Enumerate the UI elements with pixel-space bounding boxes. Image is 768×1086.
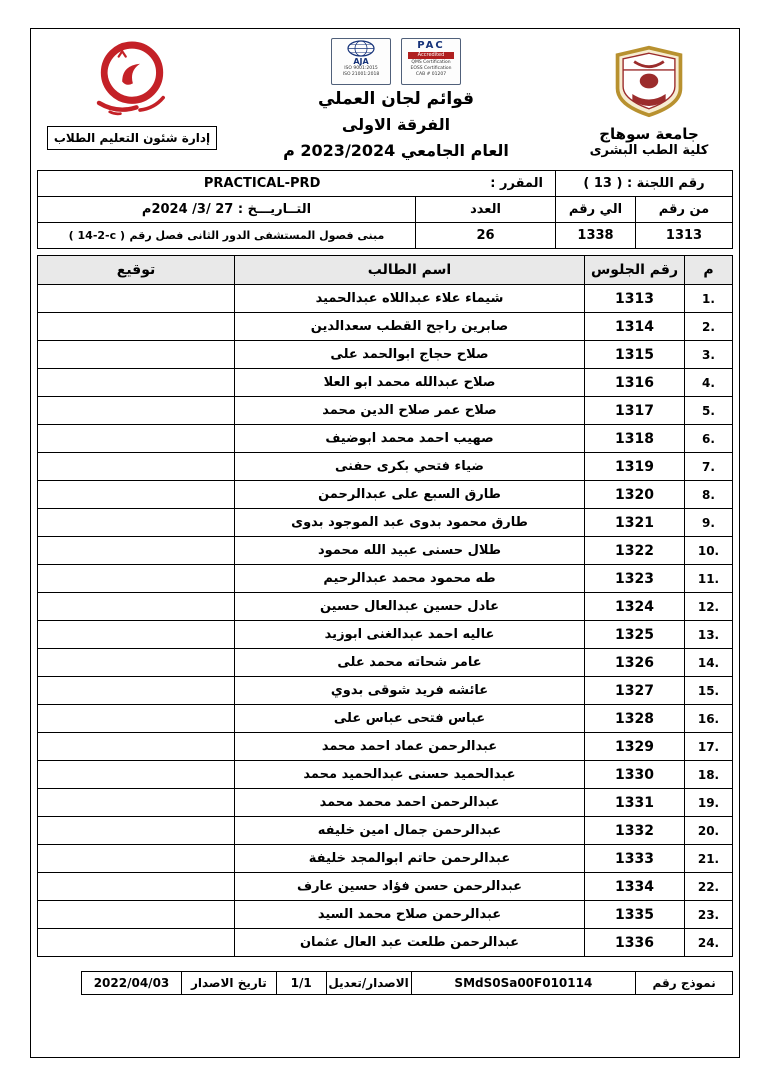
accreditation-logos <box>227 38 565 86</box>
row-serial: 17. <box>685 733 733 761</box>
row-signature-cell <box>38 761 235 789</box>
info-row-1 <box>38 171 733 197</box>
aja-name: AJA <box>353 57 369 66</box>
row-student-name: عاليه احمد عبدالغنى ابوزيد <box>235 621 585 649</box>
document-title-line3: العام الجامعي 2023/2024 م <box>283 141 509 160</box>
row-seat-number: 1320 <box>585 481 685 509</box>
form-number-code: SMdS0Sa00F010114 <box>411 972 636 995</box>
row-student-name: ضياء فتحي بكرى حفنى <box>235 453 585 481</box>
row-signature-cell <box>38 537 235 565</box>
table-row <box>38 901 733 929</box>
row-student-name: طارق محمود بدوى عبد الموجود بدوى <box>235 509 585 537</box>
row-student-name: طه محمود محمد عبدالرحيم <box>235 565 585 593</box>
row-student-name: صلاح حجاج ابوالحمد على <box>235 341 585 369</box>
university-shield-logo <box>610 44 688 118</box>
title-block <box>227 36 565 168</box>
row-student-name: عبدالرحمن حسن فؤاد حسين عارف <box>235 873 585 901</box>
revision-label: الاصدار/تعديل <box>326 972 411 995</box>
column-header-seat: رقم الجلوس <box>585 256 685 285</box>
row-serial: 2. <box>685 313 733 341</box>
info-row-3 <box>38 223 733 249</box>
row-serial: 20. <box>685 817 733 845</box>
course-cell <box>38 171 556 197</box>
row-student-name: عبدالرحمن صلاح محمد السيد <box>235 901 585 929</box>
info-row-2 <box>38 197 733 223</box>
globe-icon <box>346 40 376 57</box>
table-row <box>38 761 733 789</box>
row-seat-number: 1328 <box>585 705 685 733</box>
row-signature-cell <box>38 341 235 369</box>
row-student-name: عبدالرحمن عماد احمد محمد <box>235 733 585 761</box>
row-student-name: عبدالرحمن طلعت عبد العال عثمان <box>235 929 585 957</box>
pac-accreditation-logo <box>401 38 461 85</box>
row-serial: 4. <box>685 369 733 397</box>
pac-cert-line: CAB # 01207 <box>415 72 447 77</box>
table-header-row <box>38 256 733 285</box>
revision-value: 1/1 <box>276 972 326 995</box>
row-student-name: صلاح عبدالله محمد ابو العلا <box>235 369 585 397</box>
row-seat-number: 1319 <box>585 453 685 481</box>
row-seat-number: 1323 <box>585 565 685 593</box>
row-student-name: عباس فتحى عباس على <box>235 705 585 733</box>
university-seal-logo <box>83 36 181 120</box>
university-block <box>565 36 733 168</box>
row-serial: 15. <box>685 677 733 705</box>
from-number-value: 1313 <box>636 223 733 249</box>
table-row <box>38 313 733 341</box>
exam-date: التــاريـــخ : 27 /3/ 2024م <box>38 197 416 223</box>
row-signature-cell <box>38 649 235 677</box>
row-signature-cell <box>38 873 235 901</box>
row-seat-number: 1330 <box>585 761 685 789</box>
row-seat-number: 1318 <box>585 425 685 453</box>
row-serial: 14. <box>685 649 733 677</box>
aja-cert-line: ISO 9001:2015 <box>344 66 378 71</box>
row-serial: 18. <box>685 761 733 789</box>
row-serial: 13. <box>685 621 733 649</box>
table-row <box>38 593 733 621</box>
row-seat-number: 1334 <box>585 873 685 901</box>
row-seat-number: 1325 <box>585 621 685 649</box>
footer-row <box>82 972 733 995</box>
row-student-name: صلاح عمر صلاح الدين محمد <box>235 397 585 425</box>
table-row <box>38 565 733 593</box>
row-signature-cell <box>38 705 235 733</box>
row-signature-cell <box>38 397 235 425</box>
table-row <box>38 789 733 817</box>
column-header-serial: م <box>685 256 733 285</box>
row-student-name: عبدالحميد حسنى عبدالحميد محمد <box>235 761 585 789</box>
row-student-name: عادل حسين عبدالعال حسين <box>235 593 585 621</box>
row-student-name: طلال حسنى عبيد الله محمود <box>235 537 585 565</box>
table-row <box>38 397 733 425</box>
table-row <box>38 425 733 453</box>
department-block <box>37 36 227 168</box>
table-row <box>38 733 733 761</box>
row-student-name: عبدالرحمن حاتم ابوالمجد خليفة <box>235 845 585 873</box>
row-seat-number: 1324 <box>585 593 685 621</box>
row-signature-cell <box>38 453 235 481</box>
row-serial: 16. <box>685 705 733 733</box>
pac-cert-line: QMS Certification <box>411 60 451 65</box>
row-seat-number: 1332 <box>585 817 685 845</box>
row-serial: 6. <box>685 425 733 453</box>
to-number-label: الي رقم <box>556 197 636 223</box>
row-serial: 23. <box>685 901 733 929</box>
row-seat-number: 1331 <box>585 789 685 817</box>
students-table <box>37 255 733 957</box>
document-title-line1: قوائم لجان العملي <box>317 89 475 109</box>
column-header-name: اسم الطالب <box>235 256 585 285</box>
from-number-label: من رقم <box>636 197 733 223</box>
row-seat-number: 1313 <box>585 285 685 313</box>
row-signature-cell <box>38 313 235 341</box>
row-signature-cell <box>38 425 235 453</box>
document-title-line2: الفرقة الاولى <box>341 115 451 134</box>
committee-info-table <box>37 170 733 249</box>
row-serial: 19. <box>685 789 733 817</box>
table-row <box>38 817 733 845</box>
table-row <box>38 649 733 677</box>
row-serial: 24. <box>685 929 733 957</box>
row-signature-cell <box>38 565 235 593</box>
row-signature-cell <box>38 369 235 397</box>
table-row <box>38 677 733 705</box>
row-seat-number: 1335 <box>585 901 685 929</box>
row-serial: 3. <box>685 341 733 369</box>
table-row <box>38 845 733 873</box>
pac-banner: Accredited <box>408 52 454 59</box>
count-label: العدد <box>416 197 556 223</box>
table-row <box>38 621 733 649</box>
to-number-value: 1338 <box>556 223 636 249</box>
row-serial: 22. <box>685 873 733 901</box>
row-serial: 9. <box>685 509 733 537</box>
table-row <box>38 285 733 313</box>
page-header <box>37 36 733 168</box>
faculty-name: كلية الطب البشرى <box>589 143 709 158</box>
row-signature-cell <box>38 789 235 817</box>
table-row <box>38 509 733 537</box>
row-signature-cell <box>38 817 235 845</box>
row-seat-number: 1336 <box>585 929 685 957</box>
row-serial: 5. <box>685 397 733 425</box>
table-row <box>38 537 733 565</box>
count-value: 26 <box>416 223 556 249</box>
row-serial: 1. <box>685 285 733 313</box>
row-serial: 21. <box>685 845 733 873</box>
row-serial: 11. <box>685 565 733 593</box>
table-row <box>38 929 733 957</box>
row-student-name: عائشه فريد شوقى بدوي <box>235 677 585 705</box>
committee-number: رقم اللجنة : ( 13 ) <box>556 171 733 197</box>
row-seat-number: 1326 <box>585 649 685 677</box>
column-header-signature: توقيع <box>38 256 235 285</box>
row-serial: 8. <box>685 481 733 509</box>
aja-cert-line: ISO 21001:2018 <box>342 72 380 77</box>
row-seat-number: 1314 <box>585 313 685 341</box>
row-signature-cell <box>38 901 235 929</box>
row-signature-cell <box>38 481 235 509</box>
row-student-name: عامر شحاته محمد على <box>235 649 585 677</box>
row-serial: 7. <box>685 453 733 481</box>
table-row <box>38 873 733 901</box>
row-signature-cell <box>38 593 235 621</box>
form-number-label: نموذج رقم <box>636 972 733 995</box>
row-seat-number: 1333 <box>585 845 685 873</box>
university-name: جامعة سوهاج <box>599 125 699 143</box>
issue-date-value: 2022/04/03 <box>82 972 182 995</box>
document-frame <box>30 28 740 1058</box>
row-student-name: صابرين راجح القطب سعدالدين <box>235 313 585 341</box>
form-footer-table <box>81 971 733 995</box>
row-student-name: طارق السبع على عبدالرحمن <box>235 481 585 509</box>
table-row <box>38 705 733 733</box>
table-row <box>38 453 733 481</box>
row-signature-cell <box>38 733 235 761</box>
row-serial: 10. <box>685 537 733 565</box>
row-signature-cell <box>38 285 235 313</box>
pac-name: PAC <box>417 40 445 51</box>
table-row <box>38 341 733 369</box>
row-student-name: شيماء علاء عبداللاه عبدالحميد <box>235 285 585 313</box>
exam-location <box>38 223 416 249</box>
department-name-box: إدارة شئون التعليم الطلاب <box>47 126 217 150</box>
row-signature-cell <box>38 845 235 873</box>
course-label: المقرر : <box>490 176 543 191</box>
row-seat-number: 1329 <box>585 733 685 761</box>
table-row <box>38 369 733 397</box>
row-signature-cell <box>38 621 235 649</box>
pac-cert-line: EOSS Certification <box>410 66 452 71</box>
row-seat-number: 1322 <box>585 537 685 565</box>
table-row <box>38 481 733 509</box>
row-signature-cell <box>38 509 235 537</box>
row-serial: 12. <box>685 593 733 621</box>
aja-accreditation-logo <box>331 38 391 85</box>
row-seat-number: 1317 <box>585 397 685 425</box>
row-signature-cell <box>38 677 235 705</box>
row-seat-number: 1315 <box>585 341 685 369</box>
row-student-name: عبدالرحمن احمد محمد محمد <box>235 789 585 817</box>
row-seat-number: 1316 <box>585 369 685 397</box>
row-student-name: عبدالرحمن جمال امين خليفه <box>235 817 585 845</box>
location-text: مبنى فصول المستشفى الدور الثانى فصل رقم <box>129 229 385 242</box>
row-seat-number: 1327 <box>585 677 685 705</box>
issue-date-label: تاريخ الاصدار <box>181 972 276 995</box>
row-student-name: صهيب احمد محمد ابوضيف <box>235 425 585 453</box>
row-signature-cell <box>38 929 235 957</box>
course-value: PRACTICAL-PRD <box>203 176 321 191</box>
location-room: ( 14-2-c ) <box>68 229 125 242</box>
row-seat-number: 1321 <box>585 509 685 537</box>
